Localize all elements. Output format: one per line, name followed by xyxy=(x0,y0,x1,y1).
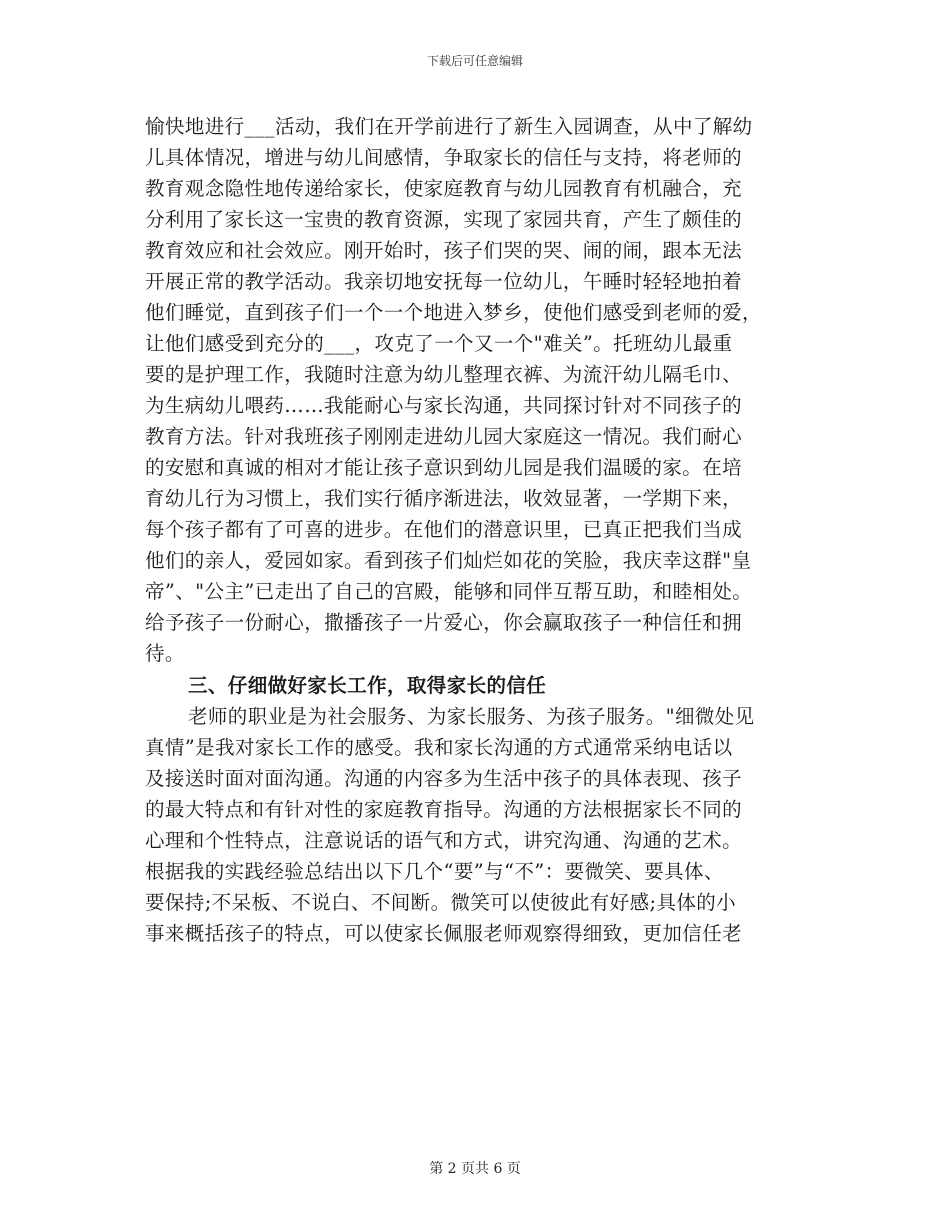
paragraph-line: 要保持;不呆板、不说白、不间断。微笑可以使彼此有好感;具体的小 xyxy=(145,891,737,914)
paragraph-line: 的安慰和真诚的相对才能让孩子意识到幼儿园是我们温暖的家。在培 xyxy=(145,456,743,479)
paragraph-line: 要的是护理工作，我随时注意为幼儿整理衣裤、为流汗幼儿隔毛巾、 xyxy=(145,363,743,386)
page-footer: 第 2 页共 6 页 xyxy=(429,1161,521,1177)
paragraph-line: 教育效应和社会效应。刚开始时，孩子们哭的哭、闹的闹，跟本无法 xyxy=(145,239,743,262)
paragraph-line: 待。 xyxy=(145,642,185,665)
paragraph-line: 事来概括孩子的特点，可以使家长佩服老师观察得细致，更加信任老 xyxy=(145,922,743,945)
paragraph-line: 他们的亲人，爱园如家。看到孩子们灿烂如花的笑脸，我庆幸这群"皇 xyxy=(145,549,752,572)
paragraph-line: 他们睡觉，直到孩子们一个一个地进入梦乡，使他们感受到老师的爱， xyxy=(145,301,762,324)
paragraph-line: 教育方法。针对我班孩子刚刚走进幼儿园大家庭这一情况。我们耐心 xyxy=(145,425,743,448)
paragraph-line: 愉快地进行___活动，我们在开学前进行了新生入园调查，从中了解幼 xyxy=(145,115,753,138)
paragraph-line: 的最大特点和有针对性的家庭教育指导。沟通的方法根据家长不同的 xyxy=(145,798,743,821)
paragraph-line: 为生病幼儿喂药……我能耐心与家长沟通，共同探讨针对不同孩子的 xyxy=(145,394,743,417)
paragraph-line: 及接送时面对面沟通。沟通的内容多为生活中孩子的具体表现、孩子 xyxy=(145,767,743,790)
section-heading: 三、仔细做好家长工作，取得家长的信任 xyxy=(188,674,547,697)
paragraph-line: 心理和个性特点，注意说话的语气和方式，讲究沟通、沟通的艺术。 xyxy=(145,829,743,852)
paragraph-line: 让他们感受到充分的___，攻克了一个又一个"难关”。托班幼儿最重 xyxy=(145,332,733,355)
paragraph-line: 儿具体情况，增进与幼儿间感情，争取家长的信任与支持，将老师的 xyxy=(145,146,743,169)
paragraph-line: 老师的职业是为社会服务、为家长服务、为孩子服务。"细微处见 xyxy=(188,705,755,728)
paragraph-line: 开展正常的教学活动。我亲切地安抚每一位幼儿，午睡时轻轻地拍着 xyxy=(145,270,743,293)
paragraph-line: 给予孩子一份耐心，撒播孩子一片爱心，你会赢取孩子一种信任和拥 xyxy=(145,611,743,634)
paragraph-line: 真情”是我对家长工作的感受。我和家长沟通的方式通常采纳电话以 xyxy=(145,736,733,759)
paragraph-line: 教育观念隐性地传递给家长，使家庭教育与幼儿园教育有机融合，充 xyxy=(145,177,743,200)
paragraph-line: 帝”、"公主”已走出了自己的宫殿，能够和同伴互帮互助，和睦相处。 xyxy=(145,580,753,603)
paragraph-line: 育幼儿行为习惯上，我们实行循序渐进法，收效显著，一学期下来， xyxy=(145,487,743,510)
paragraph-line: 分利用了家长这一宝贵的教育资源，实现了家园共育，产生了颇佳的 xyxy=(145,208,743,231)
page-header: 下载后可任意编辑 xyxy=(426,54,523,68)
paragraph-line: 每个孩子都有了可喜的进步。在他们的潜意识里，已真正把我们当成 xyxy=(145,518,743,541)
paragraph-line: 根据我的实践经验总结出以下几个“要”与“不”：要微笑、要具体、 xyxy=(145,860,724,883)
